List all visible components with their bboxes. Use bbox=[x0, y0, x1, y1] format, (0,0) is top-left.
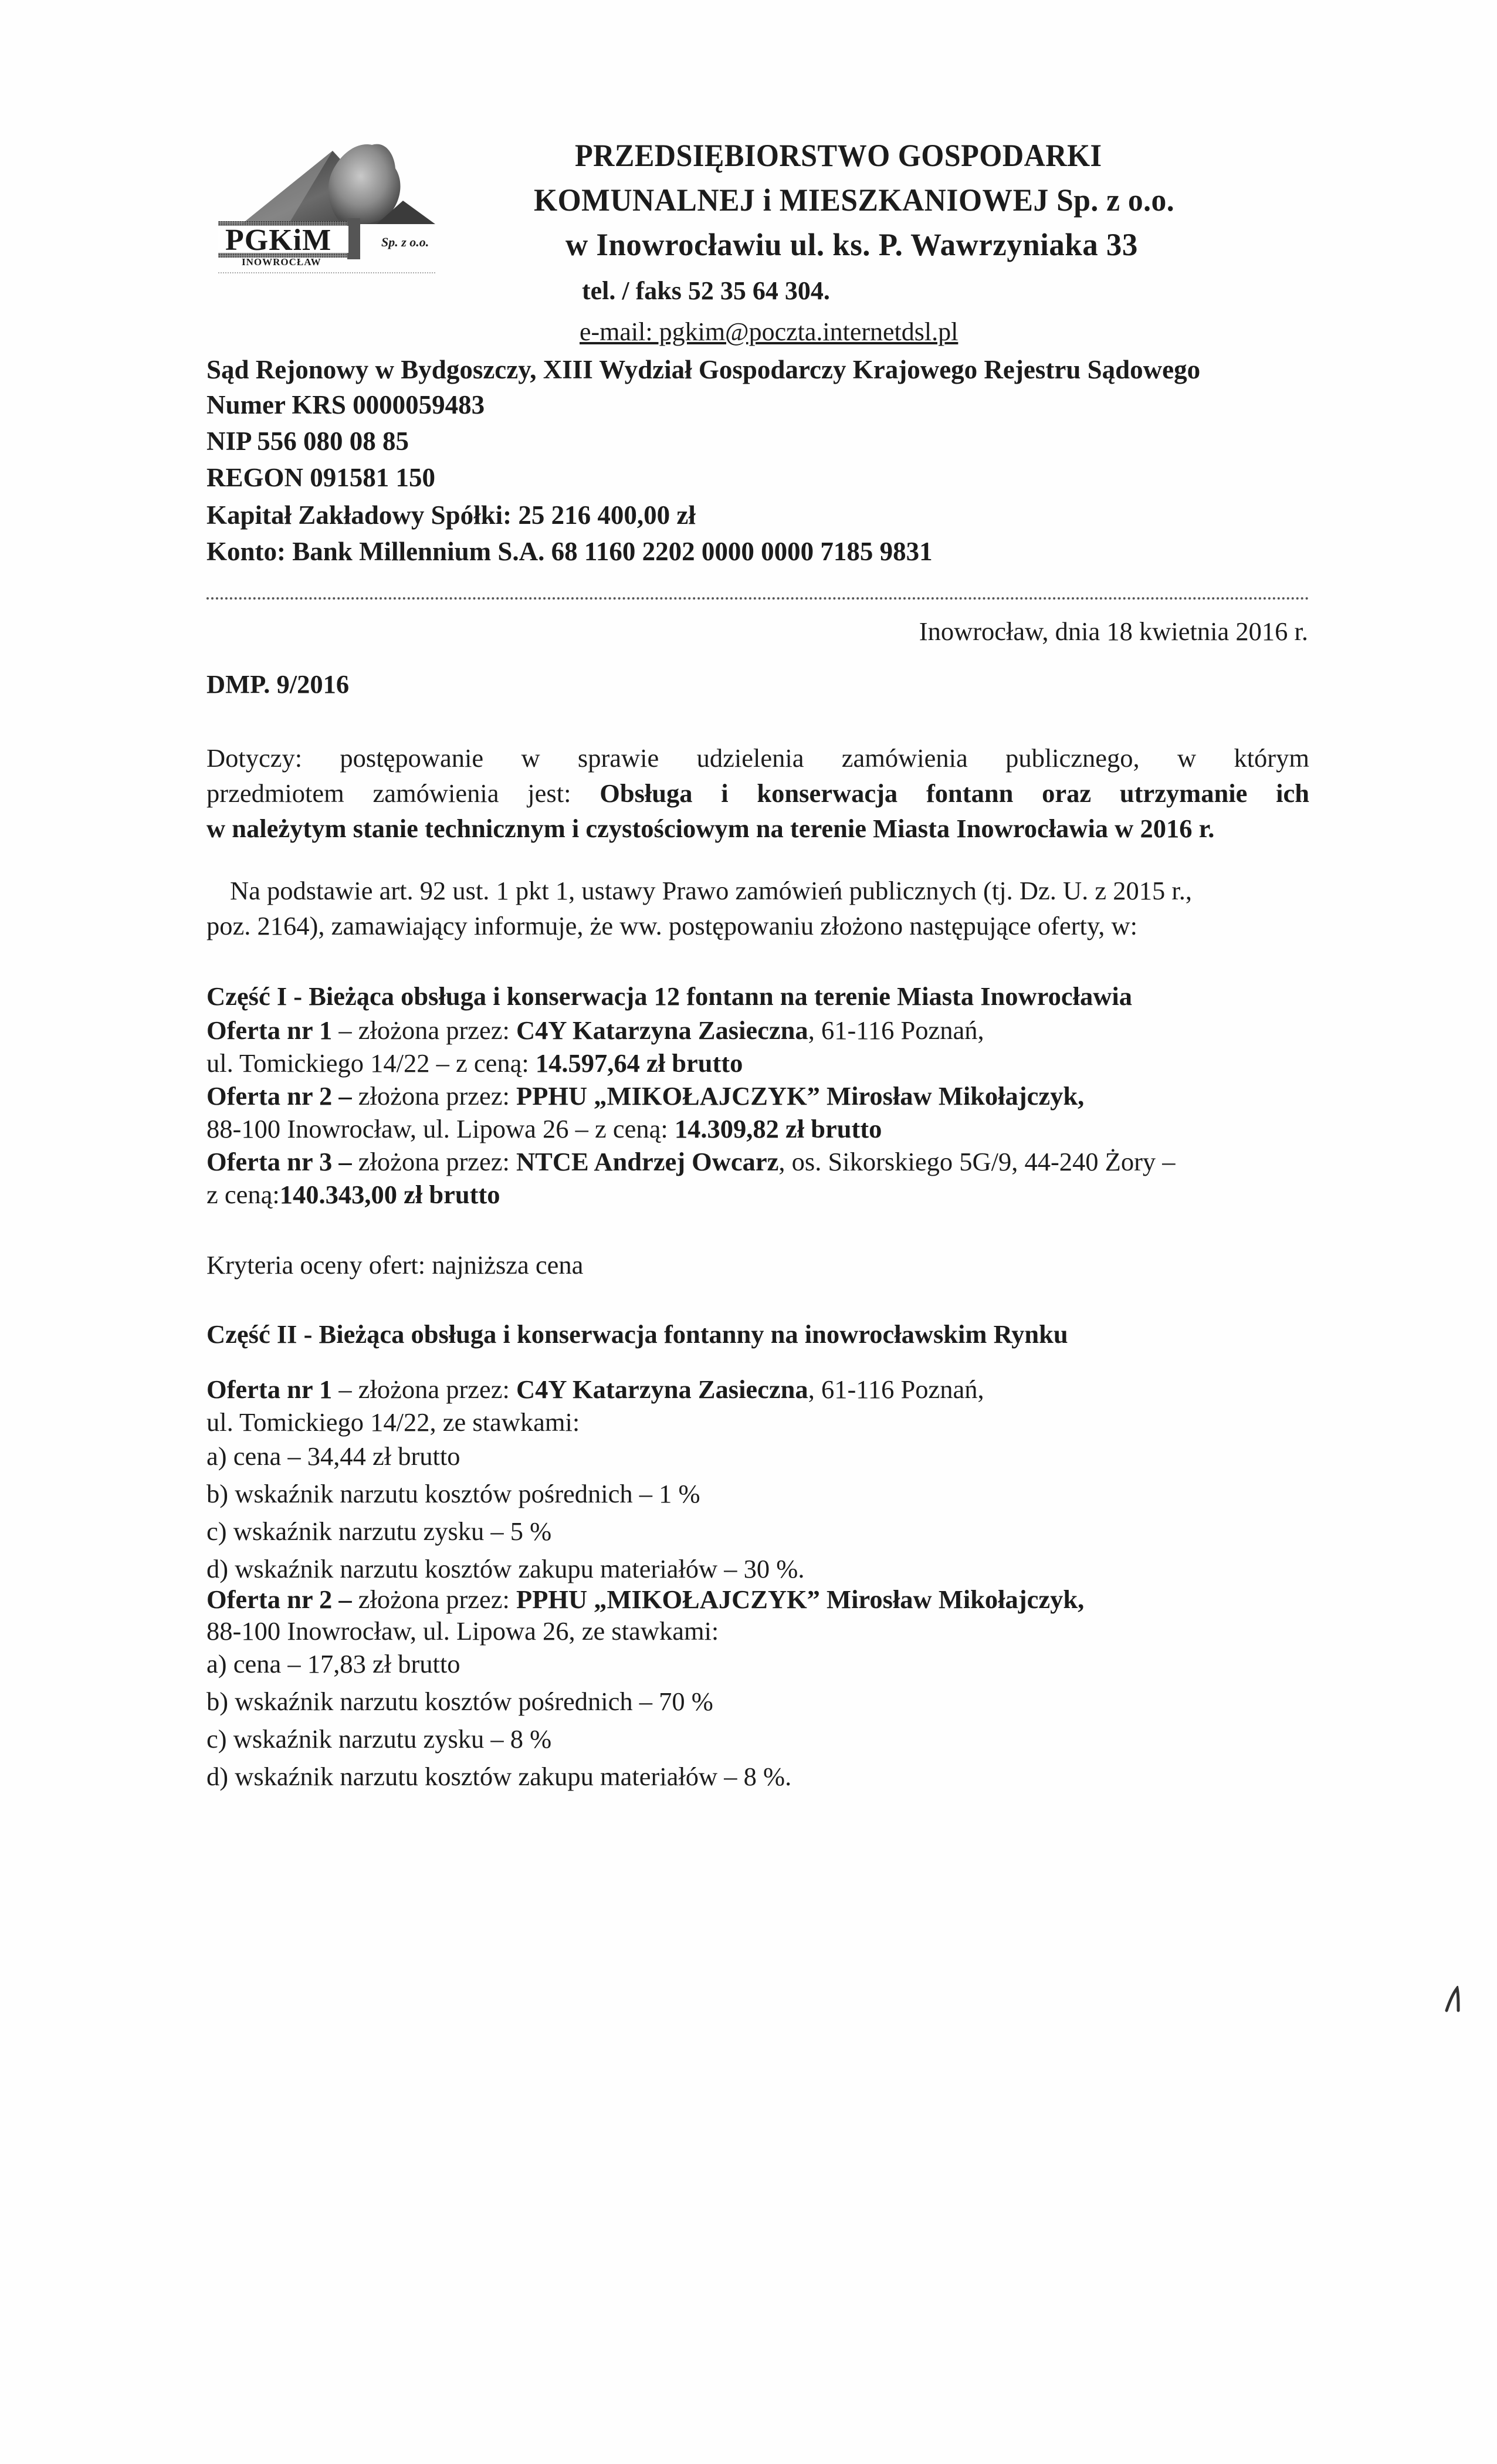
offer-company: C4Y Katarzyna Zasieczna bbox=[516, 1016, 808, 1045]
company-email-link[interactable]: e-mail: pgkim@poczta.internetdsl.pl bbox=[580, 317, 959, 346]
part2-offer2-rate-c: c) wskaźnik narzutu zysku – 8 % bbox=[206, 1724, 552, 1754]
company-name-line2: KOMUNALNEJ i MIESZKANIOWEJ Sp. z o.o. bbox=[534, 182, 1175, 218]
offer-company: NTCE Andrzej Owcarz bbox=[516, 1147, 779, 1176]
subject-line2 bbox=[206, 776, 1309, 811]
registry-capital: Kapitał Zakładowy Spółki: 25 216 400,00 zł bbox=[206, 500, 696, 530]
handwritten-page-number bbox=[1444, 1986, 1463, 2012]
registry-court: Sąd Rejonowy w Bydgoszczy, XIII Wydział Gospodarczy Krajowego Rejestru Sądowego bbox=[206, 355, 1201, 384]
part1-offer3-line2 bbox=[206, 1179, 500, 1210]
part1-offer2-line1 bbox=[206, 1081, 1084, 1111]
part2-offer1-line2: ul. Tomickiego 14/22, ze stawkami: bbox=[206, 1407, 580, 1437]
registry-nip: NIP 556 080 08 85 bbox=[206, 427, 409, 456]
part1-offer2-line2 bbox=[206, 1113, 882, 1144]
offer-submitted-by: – złożona przez: bbox=[332, 1016, 517, 1045]
company-logo bbox=[218, 136, 441, 277]
part2-offer2-rate-b: b) wskaźnik narzutu kosztów pośrednich – 70 % bbox=[206, 1687, 713, 1716]
offer-label: Oferta nr 2 – bbox=[206, 1585, 352, 1614]
part2-offer2-rate-d: d) wskaźnik narzutu kosztów zakupu materiałów – 8 %. bbox=[206, 1762, 792, 1791]
registry-bank-account: Konto: Bank Millennium S.A. 68 1160 2202 0000 0000 7185 9831 bbox=[206, 537, 933, 566]
offer-company: C4Y Katarzyna Zasieczna bbox=[516, 1375, 808, 1404]
logo-brand-text: PGKiM bbox=[225, 224, 332, 257]
offer-price: 140.343,00 zł brutto bbox=[279, 1180, 500, 1209]
subject-line3: w należytym stanie technicznym i czystościowym na terenie Miasta Inowrocławia w 2016 r. bbox=[206, 814, 1215, 843]
subject-line2-plain: przedmiotem zamówienia jest: bbox=[206, 779, 600, 808]
offer-submitted-by: złożona przez: bbox=[351, 1147, 517, 1176]
handwritten-one-icon bbox=[1444, 1986, 1463, 2012]
offer-submitted-by: złożona przez: bbox=[351, 1585, 517, 1614]
registry-regon: REGON 091581 150 bbox=[206, 463, 436, 492]
offer-label: Oferta nr 3 – bbox=[206, 1147, 352, 1176]
subject-line2-bold: Obsługa i konserwacja fontann oraz utrzymanie ich bbox=[600, 779, 1309, 808]
part1-offer3-line1 bbox=[206, 1146, 1176, 1177]
offer-address: , 61-116 Poznań, bbox=[808, 1016, 984, 1045]
part1-offer1-line2 bbox=[206, 1048, 743, 1078]
header-separator bbox=[206, 597, 1309, 600]
offer-submitted-by: – złożona przez: bbox=[332, 1375, 517, 1404]
offer-price: 14.597,64 zł brutto bbox=[535, 1048, 743, 1078]
part1-title: Część I - Bieżąca obsługa i konserwacja 12 fontann na terenie Miasta Inowrocławia bbox=[206, 981, 1132, 1011]
part2-offer1-rate-a: a) cena – 34,44 zł brutto bbox=[206, 1441, 460, 1471]
part1-criteria: Kryteria oceny ofert: najniższa cena bbox=[206, 1250, 584, 1280]
part1-offer1-line1 bbox=[206, 1015, 984, 1045]
offer-label: Oferta nr 1 bbox=[206, 1016, 333, 1045]
logo-underline bbox=[218, 272, 435, 273]
offer-company: PPHU „MIKOŁAJCZYK” Mirosław Mikołajczyk, bbox=[516, 1081, 1085, 1111]
offer-address: , 61-116 Poznań, bbox=[808, 1375, 984, 1404]
registry-krs: Numer KRS 0000059483 bbox=[206, 390, 485, 419]
part2-title: Część II - Bieżąca obsługa i konserwacja fontanny na inowrocławskim Rynku bbox=[206, 1319, 1068, 1349]
part2-offer2-rate-a: a) cena – 17,83 zł brutto bbox=[206, 1649, 460, 1678]
subject-paragraph bbox=[206, 740, 1309, 846]
offer-label: Oferta nr 1 bbox=[206, 1375, 333, 1404]
legal-basis-line1: Na podstawie art. 92 ust. 1 pkt 1, ustawy Prawo zamówień publicznych (tj. Dz. U. z 2015 r., bbox=[230, 876, 1192, 905]
legal-basis-line2: poz. 2164), zamawiający informuje, że ww. postępowaniu złożono następujące oferty, w: bbox=[206, 911, 1138, 940]
part2-offer1-rate-b: b) wskaźnik narzutu kosztów pośrednich – 1 % bbox=[206, 1479, 700, 1508]
offer-address: z ceną: bbox=[206, 1180, 280, 1209]
offer-submitted-by: złożona przez: bbox=[351, 1081, 517, 1111]
logo-suffix-text: Sp. z o.o. bbox=[381, 235, 429, 249]
part2-offer2-line1 bbox=[206, 1584, 1084, 1615]
offer-address: , os. Sikorskiego 5G/9, 44-240 Żory – bbox=[778, 1147, 1176, 1176]
offer-address: ul. Tomickiego 14/22 – z ceną: bbox=[206, 1048, 536, 1078]
offer-company: PPHU „MIKOŁAJCZYK” Mirosław Mikołajczyk, bbox=[516, 1585, 1085, 1614]
company-name-line1: PRZEDSIĘBIORSTWO GOSPODARKI bbox=[575, 138, 1102, 173]
part2-offer2-line2: 88-100 Inowrocław, ul. Lipowa 26, ze stawkami: bbox=[206, 1616, 719, 1646]
document-date: Inowrocław, dnia 18 kwietnia 2016 r. bbox=[919, 617, 1308, 646]
part2-offer1-rate-d: d) wskaźnik narzutu kosztów zakupu materiałów – 30 %. bbox=[206, 1554, 805, 1583]
offer-label: Oferta nr 2 – bbox=[206, 1081, 352, 1111]
offer-price: 14.309,82 zł brutto bbox=[674, 1114, 882, 1143]
reference-number: DMP. 9/2016 bbox=[206, 669, 350, 699]
subject-line1: Dotyczy: postępowanie w sprawie udzielenia zamówienia publicznego, w którym bbox=[206, 743, 1309, 773]
part2-offer1-line1 bbox=[206, 1374, 984, 1404]
company-phone: tel. / faks 52 35 64 304. bbox=[582, 276, 830, 305]
part2-offer1-rate-c: c) wskaźnik narzutu zysku – 5 % bbox=[206, 1517, 552, 1546]
company-address: w Inowrocławiu ul. ks. P. Wawrzyniaka 33 bbox=[565, 227, 1138, 262]
logo-city-text: INOWROCŁAW bbox=[242, 256, 321, 268]
offer-address: 88-100 Inowrocław, ul. Lipowa 26 – z ceną: bbox=[206, 1114, 675, 1143]
